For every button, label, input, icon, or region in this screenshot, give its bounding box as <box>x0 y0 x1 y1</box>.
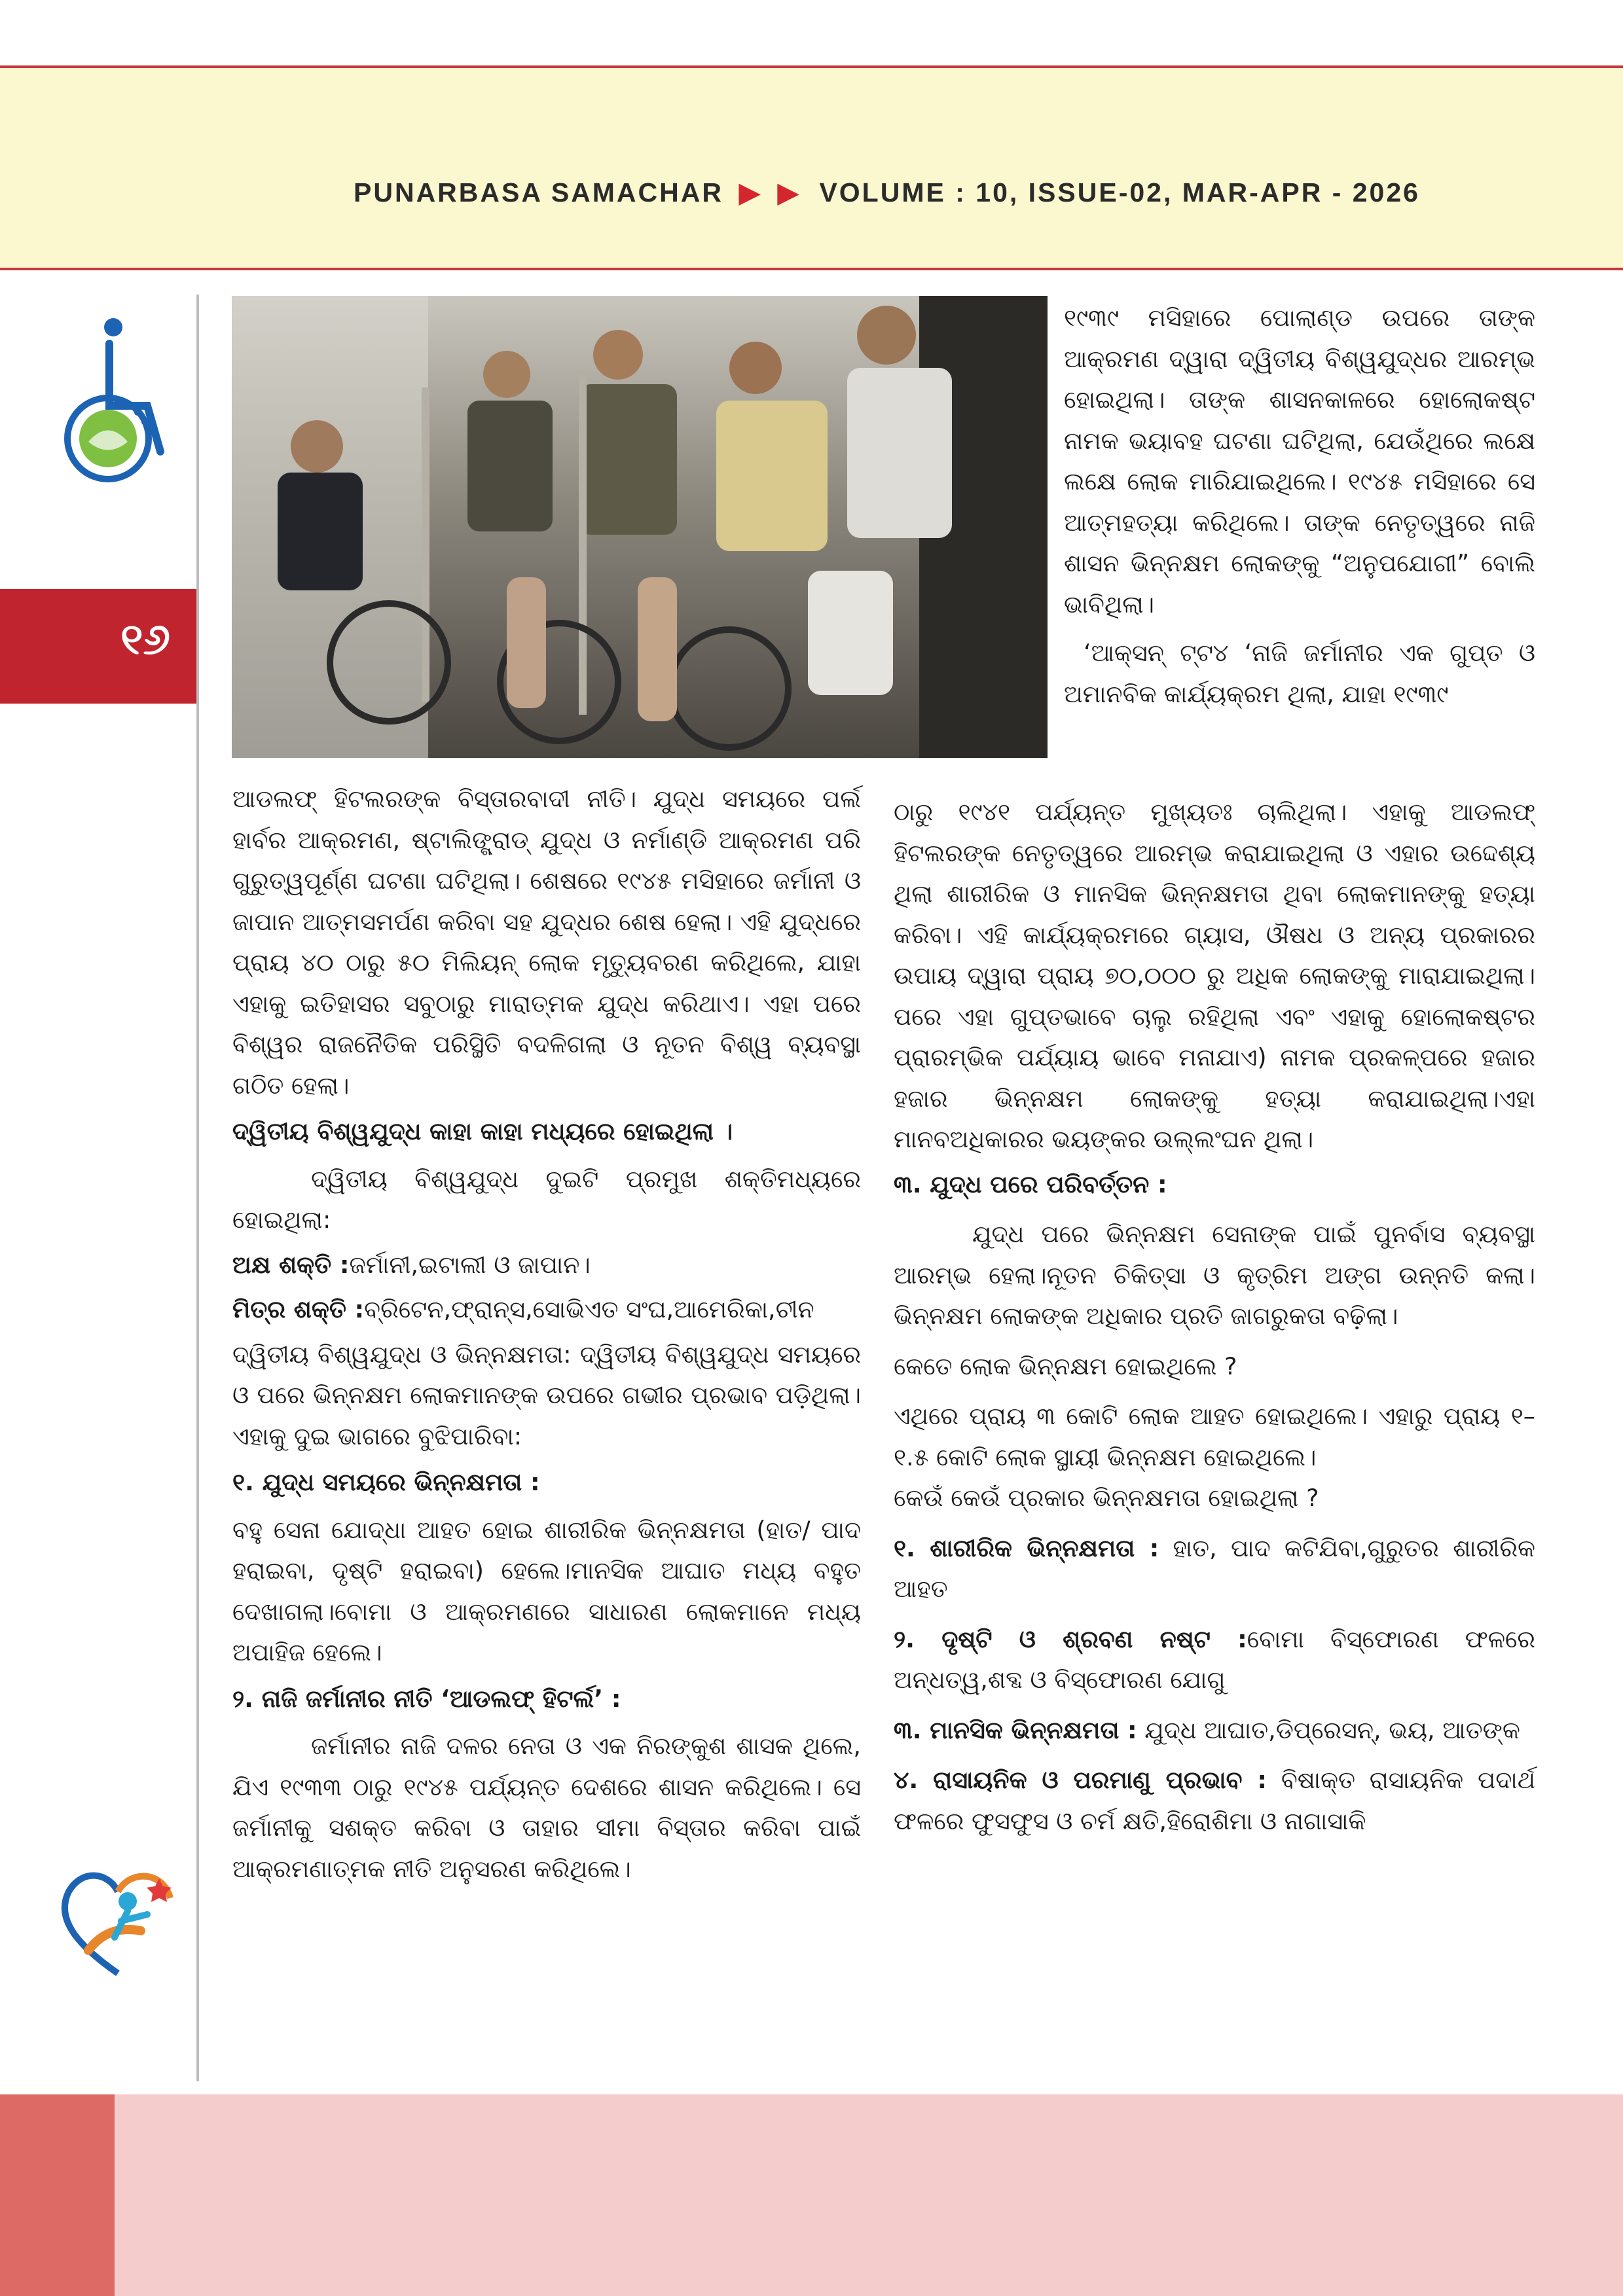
axis-powers: ଅକ୍ଷ ଶକ୍ତି :ଜର୍ମାନୀ,ଇଟାଲୀ ଓ ଜାପାନ। <box>232 1250 591 1279</box>
page-number: ୧୬ <box>120 614 170 664</box>
right-top-paragraph-1: ୧୯୩୯ ମସିହାରେ ପୋଲାଣ୍ଡ ଉପରେ ତାଙ୍କ ଆକ୍ରମଣ ଦ୍ୱାରା ଦ୍ୱିତୀୟ ବିଶ୍ୱଯୁଦ୍ଧର ଆରମ୍ଭ ହୋଇଥିଲା। ତାଙ୍କ ଶାସନକାଳରେ ହୋଲୋକଷ୍ଟ ନାମକ ଭୟାବହ ଘଟଣା ଘଟିଥିଲା, ଯେଉଁଥିରେ ଲକ୍ଷେ ଲକ୍ଷେ ଲୋକ ମାରିଯାଇଥିଲେ। ୧୯୪୫ ମସିହାରେ ସେ ଆତ୍ମହତ୍ୟା କରିଥିଲେ। ତାଙ୍କ ନେତୃତ୍ୱରେ ନାଜି ଶାସନ ଭିନ୍ନକ୍ଷମ ଲୋକଙ୍କୁ “ଅନୁପଯୋଗୀ” ବୋଲି ଭାବିଥିଲା। <box>1064 304 1535 619</box>
running-header <box>354 177 1420 208</box>
paragraph-soldiers-injured: ବହୁ ସେନା ଯୋଦ୍ଧା ଆହତ ହୋଇ ଶାରୀରିକ ଭିନ୍ନକ୍ଷମତା (ହାତ/ ପାଦ ହରାଇବା, ଦୃଷ୍ଟି ହରାଇବା) ହେଲେ।ମାନସିକ ଆଘାତ ମଧ୍ୟ ବହୁତ ଦେଖାଗଲା।ବୋମା ଓ ଆକ୍ରମଣରେ ସାଧାରଣ ଲୋକମାନେ ମଧ୍ୟ ଅପାହିଜ ହେଲେ। <box>232 1515 861 1666</box>
publication-name: PUNARBASA SAMACHAR <box>354 177 723 207</box>
left-paragraph-hitler-policy: ଆଡଲଫ୍ ହିଟଲରଙ୍କ ବିସ୍ତାରବାଦୀ ନୀତି। ଯୁଦ୍ଧ ସମୟରେ ପର୍ଲ ହାର୍ବର ଆକ୍ରମଣ, ଷ୍ଟାଲିଙ୍ଗ୍ରାଡ୍ ଯୁଦ୍ଧ ଓ ନର୍ମାଣ୍ଡି ଆକ୍ରମଣ ପରି ଗୁରୁତ୍ୱପୂର୍ଣ୍ଣ ଘଟଣା ଘଟିଥିଲା। ଶେଷରେ ୧୯୪୫ ମସିହାରେ ଜର୍ମାନୀ ଓ ଜାପାନ ଆତ୍ମସମର୍ପଣ କରିବା ସହ ଯୁଦ୍ଧର ଶେଷ ହେଲା। ଏହି ଯୁଦ୍ଧରେ ପ୍ରାୟ ୪୦ ଠାରୁ ୫୦ ମିଲିୟନ୍ ଲୋକ ମୃତ୍ୟୁବରଣ କରିଥିଲେ, ଯାହା ଏହାକୁ ଇତିହାସର ସବୁଠାରୁ ମାରାତ୍ମକ ଯୁଦ୍ଧ କରିଥାଏ। ଏହା ପରେ ବିଶ୍ୱର ରାଜନୈତିକ ପରିସ୍ଥିତି ବଦଳିଗଲା ଓ ନୂତନ ବିଶ୍ୱ ବ୍ୟବସ୍ଥା ଗଠିତ ହେଲା। <box>232 785 861 1100</box>
type-mental: ୩. ମାନସିକ ଭିନ୍ନକ୍ଷମତା : ଯୁଦ୍ଧ ଆଘାତ,ଡିପ୍ରେସନ୍, ଭୟ, ଆତଙ୍କ <box>894 1715 1520 1744</box>
right-top-paragraph-2: ‘ଆକ୍ସନ୍ ଟ୍ଟ୪ ‘ନାଜି ଜର୍ମାନୀର ଏକ ଗୁପ୍ତ ଓ ଅମାନବିକ କାର୍ଯ୍ୟକ୍ରମ ଥିଲା, ଯାହା ୧୯୩୯ <box>1064 639 1535 708</box>
type-vision-hearing: ୨. ଦୃଷ୍ଟି ଓ ଶ୍ରବଣ ନଷ୍ଟ :ବୋମା ବିସ୍ଫୋରଣ ଫଳରେ ଅନ୍ଧତ୍ୱ,ଶବ୍ଦ ଓ ବିସ୍ଫୋରଣ ଯୋଗୁ <box>894 1624 1536 1694</box>
header-band <box>0 65 1623 270</box>
right-top-column <box>1064 298 1535 715</box>
question-how-many: କେତେ ଲୋକ ଭିନ୍ନକ୍ଷମ ହୋଇଥିଲେ ? <box>894 1352 1237 1380</box>
photo-veterans-in-wheelchairs <box>232 296 1048 758</box>
footer-band <box>115 2094 1623 2296</box>
question-which-types: କେଉଁ କେଉଁ ପ୍ରକାର ଭିନ୍ନକ୍ଷମତା ହୋଇଥିଲା ? <box>894 1484 1319 1512</box>
page-number-tab <box>0 589 196 704</box>
right-column <box>894 792 1535 1842</box>
heading-who-fought: ଦ୍ୱିତୀୟ ବିଶ୍ୱଯୁଦ୍ଧ କାହା କାହା ମଧ୍ୟରେ ହୋଇଥିଲା । <box>232 1117 733 1145</box>
heading-after-war-changes: ୩. ଯୁଦ୍ଧ ପରେ ପରିବର୍ତ୍ତନ : <box>894 1170 1167 1198</box>
allied-powers: ମିତ୍ର ଶକ୍ତି :ବ୍ରିଟେନ,ଫ୍ରାନ୍ସ,ସୋଭିଏତ ସଂଘ,ଆମେରିକା,ଚୀନ <box>232 1295 814 1323</box>
heading-disability-during-war: ୧. ଯୁଦ୍ଧ ସମୟରେ ଭିନ୍ନକ୍ଷମତା : <box>232 1468 540 1496</box>
arrow-icons: ▶ ▶ <box>739 177 804 207</box>
type-physical: ୧. ଶାରୀରିକ ଭିନ୍ନକ୍ଷମତା : ହାତ, ପାଦ କଟିଯିବା,ଗୁରୁତର ଶାରୀରିକ ଆହତ <box>894 1534 1535 1603</box>
margin-rule <box>196 295 199 2081</box>
heart-person-logo-icon <box>49 1852 187 1983</box>
paragraph-nazi-leader: ଜର୍ମାନୀର ନାଜି ଦଳର ନେତା ଓ ଏକ ନିରଙ୍କୁଶ ଶାସକ ଥିଲେ, ଯିଏ ୧୯୩୩ ଠାରୁ ୧୯୪୫ ପର୍ଯ୍ୟନ୍ତ ଦେଶରେ ଶାସନ କରିଥିଲେ। ସେ ଜର୍ମାନୀକୁ ସଶକ୍ତ କରିବା ଓ ତାହାର ସୀମା ବିସ୍ତାର କରିବା ପାଇଁ ଆକ୍ରମଣାତ୍ମକ ନୀତି ଅନୁସରଣ କରିଥିଲେ। <box>232 1732 861 1883</box>
issue-info: VOLUME : 10, ISSUE-02, MAR-APR - 2026 <box>819 177 1420 207</box>
paragraph-impact: ଦ୍ୱିତୀୟ ବିଶ୍ୱଯୁଦ୍ଧ ଓ ଭିନ୍ନକ୍ଷମତା: ଦ୍ୱିତୀୟ ବିଶ୍ୱଯୁଦ୍ଧ ସମୟରେ ଓ ପରେ ଭିନ୍ନକ୍ଷମ ଲୋକମାନଙ୍କ ଉପରେ ଗଭୀର ପ୍ରଭାବ ପଡ଼ିଥିଲା। ଏହାକୁ ଦୁଇ ଭାଗରେ ବୁଝିପାରିବା: <box>232 1340 861 1450</box>
paragraph-rehabilitation: ଯୁଦ୍ଧ ପରେ ଭିନ୍ନକ୍ଷମ ସେନାଙ୍କ ପାଇଁ ପୁନର୍ବାସ ବ୍ୟବସ୍ଥା ଆରମ୍ଭ ହେଲା।ନୂତନ ଚିକିତ୍ସା ଓ କୃତ୍ରିମ ଅଙ୍ଗ ଉନ୍ନତି କଲା।ଭିନ୍ନକ୍ଷମ ଲୋକଙ୍କ ଅଧିକାର ପ୍ରତି ଜାଗରୁକତା ବଢ଼ିଲା। <box>894 1220 1535 1330</box>
paragraph-casualties: ଏଥିରେ ପ୍ରାୟ ୩ କୋଟି ଲୋକ ଆହତ ହୋଇଥିଲେ। ଏହାରୁ ପ୍ରାୟ ୧–୧.୫ କୋଟି ଲୋକ ସ୍ଥାୟୀ ଭିନ୍ନକ୍ଷମ ହୋଇଥିଲେ। <box>894 1402 1535 1471</box>
type-chemical-nuclear: ୪. ରାସାୟନିକ ଓ ପରମାଣୁ ପ୍ରଭାବ : ବିଷାକ୍ତ ରାସାୟନିକ ପଦାର୍ଥ ଫଳରେ ଫୁସଫୁସ ଓ ଚର୍ମ କ୍ଷତି,ହିରୋଶିମା ଓ ନାଗାସାକି <box>894 1766 1536 1835</box>
paragraph-two-powers: ଦ୍ୱିତୀୟ ବିଶ୍ୱଯୁଦ୍ଧ ଦୁଇଟି ପ୍ରମୁଖ ଶକ୍ତିମଧ୍ୟରେ ହୋଇଥିଲା: <box>232 1164 861 1234</box>
heading-nazi-policy: ୨. ନାଜି ଜର୍ମାନୀର ନୀତି ‘ଆଡଲଫ୍ ହିଟର୍ଲ’ : <box>232 1684 621 1713</box>
footer-accent-block <box>0 2094 115 2296</box>
right-paragraph-aktion: ଠାରୁ ୧୯୪୧ ପର୍ଯ୍ୟନ୍ତ ମୁଖ୍ୟତଃ ଚାଲିଥିଲା। ଏହାକୁ ଆଡଲଫ୍ ହିଟଲରଙ୍କ ନେତୃତ୍ୱରେ ଆରମ୍ଭ କରାଯାଇଥିଲା ଓ ଏହାର ଉଦ୍ଦେଶ୍ୟ ଥିଲା ଶାରୀରିକ ଓ ମାନସିକ ଭିନ୍ନକ୍ଷମତା ଥିବା ଲୋକମାନଙ୍କୁ ହତ୍ୟା କରିବା। ଏହି କାର୍ଯ୍ୟକ୍ରମରେ ଗ୍ୟାସ, ଔଷଧ ଓ ଅନ୍ୟ ପ୍ରକାରର ଉପାୟ ଦ୍ୱାରା ପ୍ରାୟ ୭୦,୦୦୦ ରୁ ଅଧିକ ଲୋକଙ୍କୁ ମାରାଯାଇଥିଲା। ପରେ ଏହା ଗୁପ୍ତଭାବେ ଚାଲୁ ରହିଥିଲା ଏବଂ ଏହାକୁ ହୋଲୋକଷ୍ଟର ପ୍ରାରମ୍ଭିକ ପର୍ଯ୍ୟାୟ ଭାବେ ମନାଯାଏ) ନାମକ ପ୍ରକଳ୍ପରେ ହଜାର ହଜାର ଭିନ୍ନକ୍ଷମ ଲୋକଙ୍କୁ ହତ୍ୟା କରାଯାଇଥିଲା।ଏହା ମାନବଅଧିକାରର ଭୟଙ୍କର ଉଲ୍ଲଂଘନ ଥିଲା। <box>894 798 1535 1153</box>
wheelchair-logo-icon <box>62 308 180 504</box>
left-column <box>232 779 861 1890</box>
